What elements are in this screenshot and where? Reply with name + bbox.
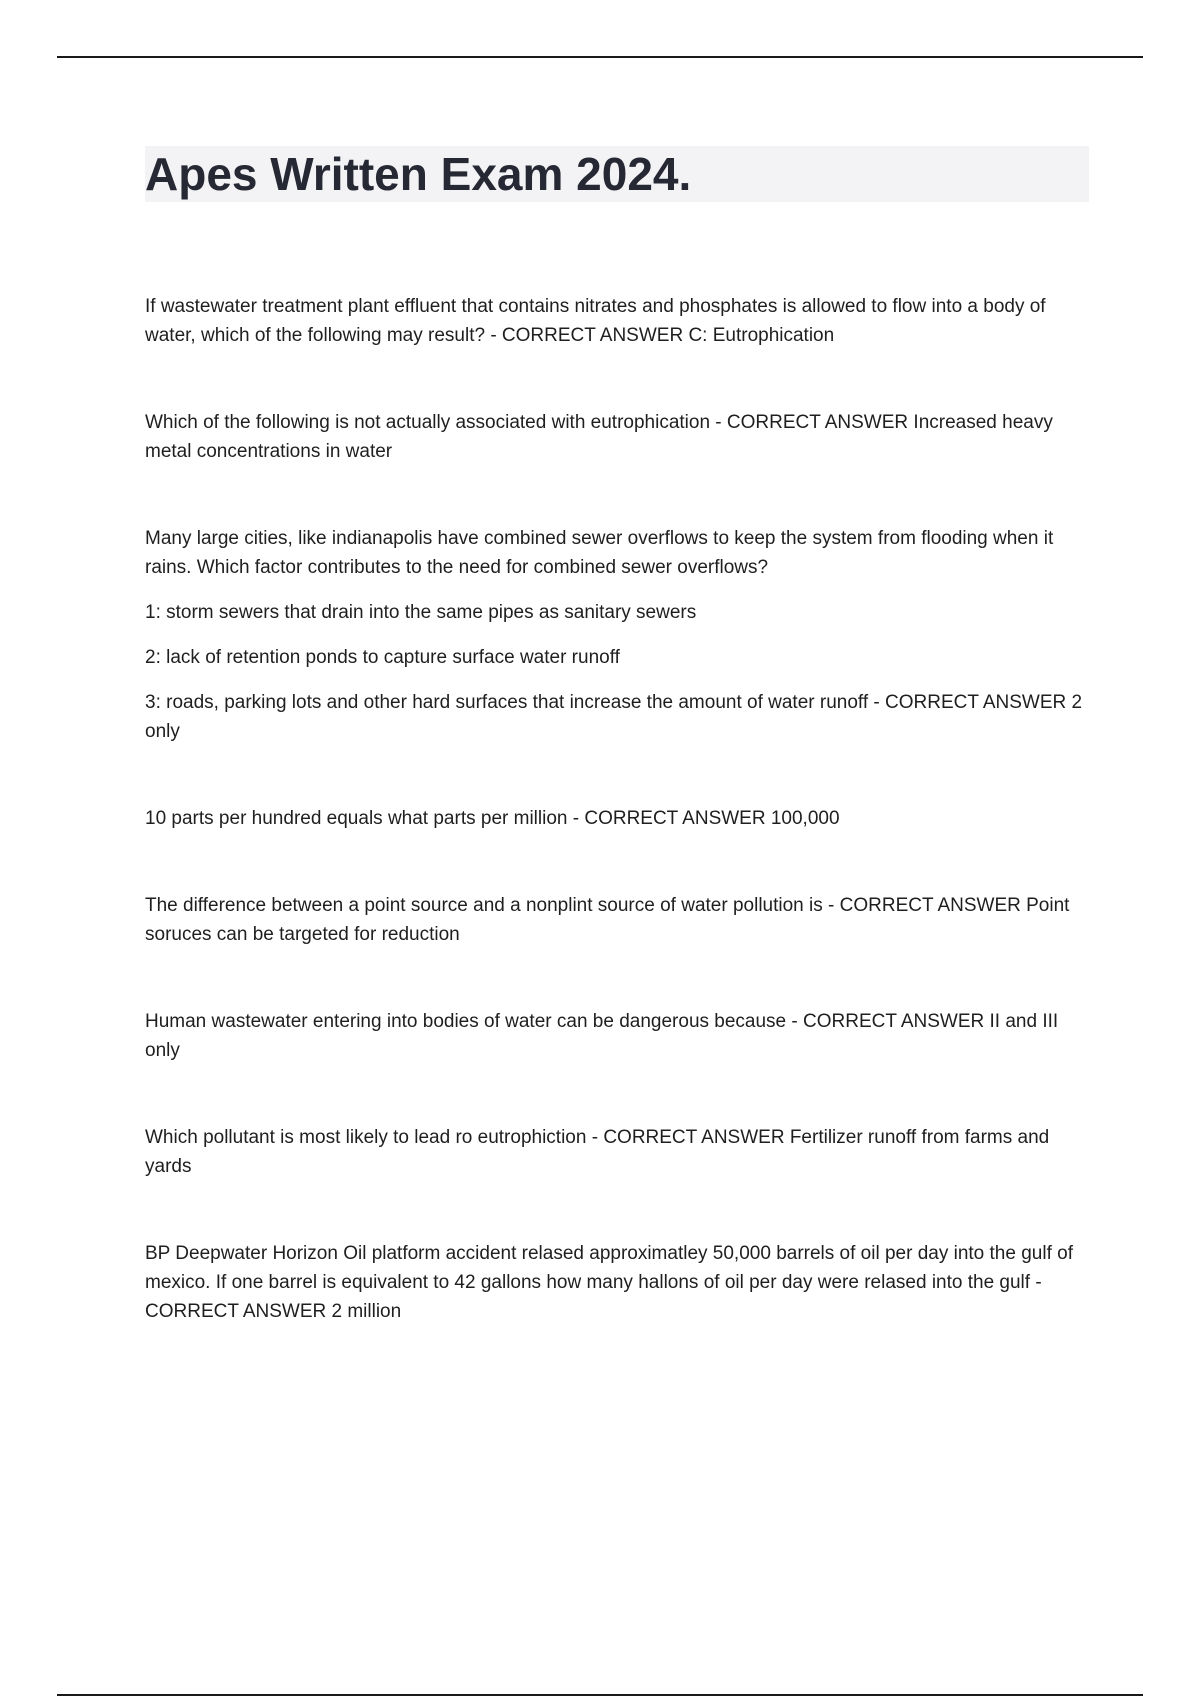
- qa-option: 2: lack of retention ponds to capture surface water runoff: [145, 647, 620, 668]
- top-rule: [57, 56, 1143, 58]
- qa-option: 3: roads, parking lots and other hard surfaces that increase the amount of water runoff - CORRECT ANSWER 2 only: [145, 692, 1083, 742]
- qa-text: Many large cities, like indianapolis have combined sewer overflows to keep the system from flooding when it rains. Which factor contributes to the need for combined sewer overflows?: [145, 528, 1054, 578]
- qa-item: [145, 891, 1095, 949]
- qa-text: Which pollutant is most likely to lead ro eutrophiction - CORRECT ANSWER Fertilizer runoff from farms and yards: [145, 1127, 1050, 1177]
- qa-item: [145, 1123, 1095, 1181]
- qa-item: [145, 804, 1095, 833]
- qa-text: If wastewater treatment plant effluent that contains nitrates and phosphates is allowed to flow into a body of water, which of the following may result? - CORRECT ANSWER C: Eutrophication: [145, 296, 1046, 346]
- qa-text: Which of the following is not actually associated with eutrophication - CORRECT ANSWER Increased heavy metal concentrations in water: [145, 412, 1053, 462]
- page-title: Apes Written Exam 2024.: [145, 148, 692, 200]
- qa-text: BP Deepwater Horizon Oil platform accident relased approximatley 50,000 barrels of oil per day into the gulf of mexico. If one barrel is equivalent to 42 gallons how many hallons of oil per day were relased into the gulf - CORRECT ANSWER 2 million: [145, 1243, 1073, 1322]
- document-body: [145, 292, 1095, 1384]
- qa-option: 1: storm sewers that drain into the same pipes as sanitary sewers: [145, 602, 697, 623]
- qa-text: The difference between a point source and a nonplint source of water pollution is - CORRECT ANSWER Point soruces can be targeted for reduction: [145, 895, 1070, 945]
- qa-item: [145, 1239, 1095, 1326]
- qa-text: 10 parts per hundred equals what parts per million - CORRECT ANSWER 100,000: [145, 808, 840, 829]
- qa-item: [145, 1007, 1095, 1065]
- qa-item: [145, 292, 1095, 350]
- bottom-rule: [57, 1694, 1143, 1696]
- qa-text: Human wastewater entering into bodies of water can be dangerous because - CORRECT ANSWER II and III only: [145, 1011, 1059, 1061]
- qa-item: [145, 524, 1095, 746]
- qa-item: [145, 408, 1095, 466]
